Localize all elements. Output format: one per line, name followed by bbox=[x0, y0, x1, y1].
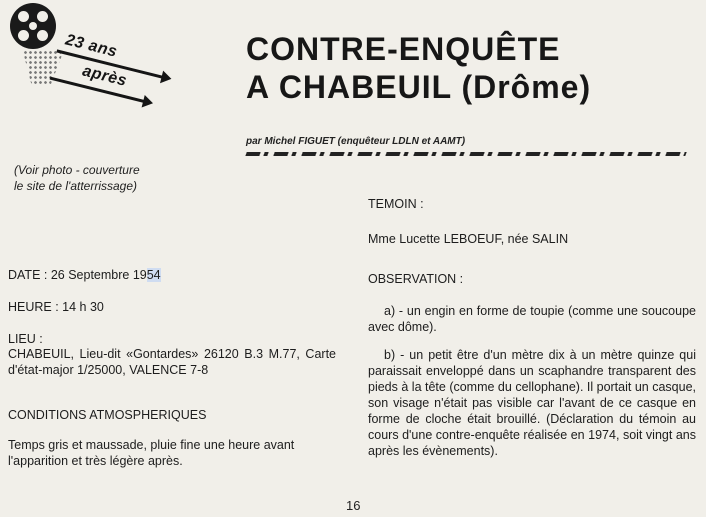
observation-a: a) - un engin en forme de toupie (comme une soucoupe avec dôme). bbox=[368, 304, 696, 334]
photo-note bbox=[14, 162, 140, 194]
title-line-1: CONTRE-ENQUÊTE bbox=[246, 31, 561, 67]
tag-years: 23 ans bbox=[63, 31, 120, 61]
dashed-divider bbox=[245, 152, 686, 156]
photo-note-line-1: (Voir photo - couverture bbox=[14, 163, 140, 177]
byline: par Michel FIGUET (enquêteur LDLN et AAMT) bbox=[246, 136, 466, 147]
lieu-label: LIEU : bbox=[8, 332, 43, 346]
page-number: 16 bbox=[346, 498, 361, 513]
observation-b: b) - un petit être d'un mètre dix à un mètre quinze qui paraissait enveloppé dans un scaphandre transparent des pieds à la tête (comme du cellophane). Il portait un casque, son visage n'était pas visible car l'avant de ce casque en forme de cloche était brouillé. (Déclaration du témoin au cours d'une contre-enquête réalisée en 1974, soit vingt ans après les évènements). bbox=[368, 348, 696, 458]
article-title bbox=[246, 30, 591, 106]
title-line-2: A CHABEUIL (Drôme) bbox=[246, 69, 592, 105]
lieu-text: CHABEUIL, Lieu-dit «Gontardes» 26120 B.3 M.77, Carte d'état-major 1/25000, VALENCE 7-8 bbox=[8, 347, 336, 377]
photo-note-line-2: le site de l'atterrissage) bbox=[14, 179, 138, 193]
years-after-tag bbox=[47, 30, 168, 115]
temoin-label: TEMOIN : bbox=[368, 197, 424, 211]
film-reel-icon bbox=[10, 3, 56, 49]
date-text: DATE : 26 Septembre 19 bbox=[8, 268, 147, 282]
conditions-label: CONDITIONS ATMOSPHERIQUES bbox=[8, 408, 207, 422]
heure-line: HEURE : 14 h 30 bbox=[8, 300, 104, 314]
tag-after: après bbox=[80, 62, 129, 90]
temoin-name: Mme Lucette LEBOEUF, née SALIN bbox=[368, 232, 569, 246]
observation-label: OBSERVATION : bbox=[368, 272, 464, 286]
conditions-text: Temps gris et maussade, pluie fine une heure avant l'apparition et très légère après. bbox=[8, 438, 295, 468]
date-highlight: 54 bbox=[146, 268, 161, 282]
date-line bbox=[8, 267, 161, 283]
